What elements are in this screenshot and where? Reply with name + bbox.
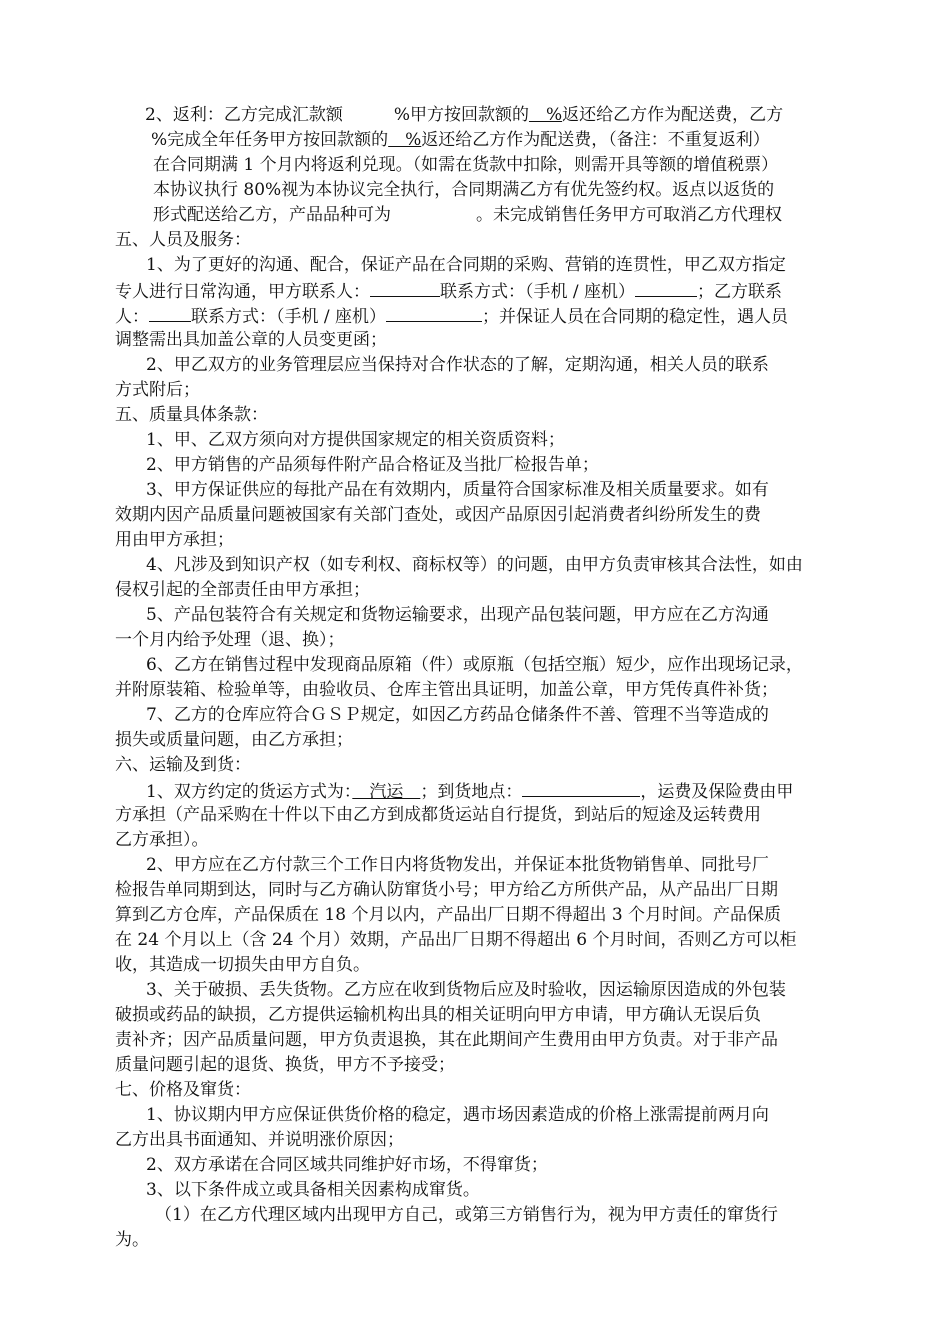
text-run: 联系方式：（手机 / 座机）	[191, 307, 387, 327]
text-line	[115, 278, 782, 303]
text-line	[145, 103, 783, 128]
text-run: 在合同期满 1 个月内将返利兑现。（如需在货款中扣除，则需开具等额的增值税票）	[153, 155, 779, 175]
text-run: 并附原装箱、检验单等，由验收员、仓库主管出具证明，加盖公章，甲方凭传真件补货；	[115, 680, 778, 700]
text-run: 侵权引起的全部责任由甲方承担；	[115, 580, 370, 600]
fill-in-blank	[386, 303, 482, 322]
text-run: 五、人员及服务：	[115, 230, 251, 250]
text-run: 6、乙方在销售过程中发现商品原箱（件）或原瓶（包括空瓶）短少，应作出现场记录，	[146, 655, 803, 675]
text-run: ；并保证人员在合同期的稳定性，遇人员	[482, 307, 789, 327]
text-run: ，运费及保险费由甲	[640, 782, 794, 802]
text-run: 用由甲方承担；	[115, 530, 234, 550]
text-run: 4、凡涉及到知识产权（如专利权、商标权等）的问题，由甲方负责审核其合法性，如由	[146, 555, 803, 575]
text-run: 2、甲方销售的产品须每件附产品合格证及当批厂检报告单；	[146, 455, 599, 475]
text-run: （1）在乙方代理区域内出现甲方自己，或第三方销售行为，视为甲方责任的窜货行	[155, 1205, 778, 1225]
text-run: 3、甲方保证供应的每批产品在有效期内，质量符合国家标准及相关质量要求。如有	[146, 480, 769, 500]
underlined-text: 汽运	[352, 782, 421, 802]
text-line	[146, 978, 786, 1003]
text-run: 检报告单同期到达，同时与乙方确认防窜货小号；甲方给乙方所供产品，从产品出厂日期	[115, 880, 778, 900]
text-line	[115, 828, 209, 853]
text-line	[146, 603, 769, 628]
text-line	[146, 853, 769, 878]
text-run: 效期内因产品质量问题被国家有关部门查处，或因产品原因引起消费者纠纷所发生的费	[115, 505, 761, 525]
text-line	[115, 528, 234, 553]
text-line	[151, 128, 770, 153]
text-run: 形式配送给乙方，产品品种可为 。未完成销售任务甲方可取消乙方代理权	[153, 205, 782, 225]
text-run: 破损或药品的缺损，乙方提供运输机构出具的相关证明向甲方申请，甲方确认无误后负	[115, 1005, 761, 1025]
text-line	[115, 328, 387, 353]
text-line	[146, 253, 786, 278]
text-line	[146, 1103, 769, 1128]
text-line	[115, 403, 268, 428]
text-line	[146, 1153, 548, 1178]
text-run: 本协议执行 80%视为本协议完全执行，合同期满乙方有优先签约权。返点以返货的	[153, 180, 775, 200]
text-run: 2、返利：乙方完成汇款额 %甲方按回款额的	[145, 105, 529, 125]
text-line	[115, 503, 761, 528]
text-line	[146, 478, 769, 503]
underlined-text: %	[388, 130, 422, 150]
text-run: 5、产品包装符合有关规定和货物运输要求，出现产品包装问题，甲方应在乙方沟通	[146, 605, 769, 625]
text-line	[153, 153, 778, 178]
text-line	[115, 678, 778, 703]
text-run: 七、价格及窜货：	[115, 1080, 251, 1100]
text-run: 1、协议期内甲方应保证供货价格的稳定，遇市场因素造成的价格上涨需提前两月向	[146, 1105, 769, 1125]
text-run: 联系方式：（手机 / 座机）	[440, 282, 636, 302]
text-line	[115, 378, 200, 403]
text-line	[115, 303, 788, 328]
text-line	[115, 1003, 761, 1028]
text-run: 人：	[115, 307, 149, 327]
text-line	[115, 928, 797, 953]
text-run: 责补齐；因产品质量问题，甲方负责退换，其在此期间产生费用由甲方负责。对于非产品	[115, 1030, 778, 1050]
text-run: 专人进行日常沟通，甲方联系人：	[115, 282, 370, 302]
text-run: 乙方出具书面通知、并说明涨价原因；	[115, 1130, 404, 1150]
text-line	[146, 353, 769, 378]
underlined-text: %	[528, 105, 563, 125]
text-line	[115, 1053, 455, 1078]
text-run: 算到乙方仓库，产品保质在 18 个月以内，产品出厂日期不得超出 3 个月时间。产品保质	[115, 905, 782, 925]
text-run: 调整需出具加盖公章的人员变更函；	[115, 330, 387, 350]
text-run: %完成全年任务甲方按回款额的	[151, 130, 389, 150]
text-line	[146, 428, 565, 453]
text-run: 五、质量具体条款：	[115, 405, 268, 425]
text-line	[115, 1028, 778, 1053]
text-line	[146, 653, 803, 678]
text-run: 7、乙方的仓库应符合ＧＳＰ规定，如因乙方药品仓储条件不善、管理不当等造成的	[146, 705, 769, 725]
text-line	[115, 953, 370, 978]
text-run: 在 24 个月以上（含 24 个月）效期，产品出厂日期不得超出 6 个月时间，否则乙方可以柜	[115, 930, 797, 950]
text-line	[115, 228, 251, 253]
text-line	[115, 878, 778, 903]
text-line	[146, 453, 599, 478]
text-run: 1、为了更好的沟通、配合，保证产品在合同期的采购、营销的连贯性，甲乙双方指定	[146, 255, 786, 275]
text-line	[115, 903, 781, 928]
text-run: 质量问题引起的退货、换货，甲方不予接受；	[115, 1055, 455, 1075]
text-run: 1、甲、乙双方须向对方提供国家规定的相关资质资料；	[146, 430, 565, 450]
text-run: 3、以下条件成立或具备相关因素构成窜货。	[146, 1180, 480, 1200]
text-line	[115, 1228, 149, 1253]
text-run: 收，其造成一切损失由甲方自负。	[115, 955, 370, 975]
text-run: 一个月内给予处理（退、换）；	[115, 630, 345, 650]
text-line	[153, 178, 774, 203]
text-run: 方式附后；	[115, 380, 200, 400]
text-run: 为。	[115, 1230, 149, 1250]
text-run: 损失或质量问题，由乙方承担；	[115, 730, 353, 750]
text-run: 2、甲方应在乙方付款三个工作日内将货物发出，并保证本批货物销售单、同批号厂	[146, 855, 769, 875]
text-line	[146, 778, 793, 803]
text-line	[146, 703, 769, 728]
fill-in-blank	[370, 278, 440, 297]
fill-in-blank	[149, 303, 191, 322]
text-run: 返还给乙方作为配送费，乙方	[562, 105, 784, 125]
text-line	[115, 1128, 404, 1153]
text-run: 乙方承担）。	[115, 830, 209, 850]
text-line	[146, 1178, 480, 1203]
text-line	[115, 728, 353, 753]
fill-in-blank	[522, 778, 640, 797]
text-run: 2、双方承诺在合同区域共同维护好市场，不得窜货；	[146, 1155, 548, 1175]
text-run: 2、甲乙双方的业务管理层应当保持对合作状态的了解，定期沟通，相关人员的联系	[146, 355, 769, 375]
text-line	[115, 753, 251, 778]
text-line	[153, 203, 782, 228]
text-line	[146, 553, 803, 578]
text-run: 六、运输及到货：	[115, 755, 251, 775]
fill-in-blank	[635, 278, 697, 297]
text-run: 返还给乙方作为配送费，（备注：不重复返利）	[421, 130, 770, 150]
text-line	[115, 628, 345, 653]
text-run: ；乙方联系	[697, 282, 783, 302]
text-run: 3、关于破损、丢失货物。乙方应在收到货物后应及时验收，因运输原因造成的外包装	[146, 980, 786, 1000]
text-line	[115, 1078, 251, 1103]
text-line	[115, 578, 370, 603]
text-run: 方承担（产品采购在十件以下由乙方到成都货运站自行提货，到站后的短途及运转费用	[115, 805, 761, 825]
text-line	[155, 1203, 778, 1228]
text-line	[115, 803, 761, 828]
text-run: ；到货地点：	[420, 782, 523, 802]
text-run: 1、双方约定的货运方式为：	[146, 782, 353, 802]
